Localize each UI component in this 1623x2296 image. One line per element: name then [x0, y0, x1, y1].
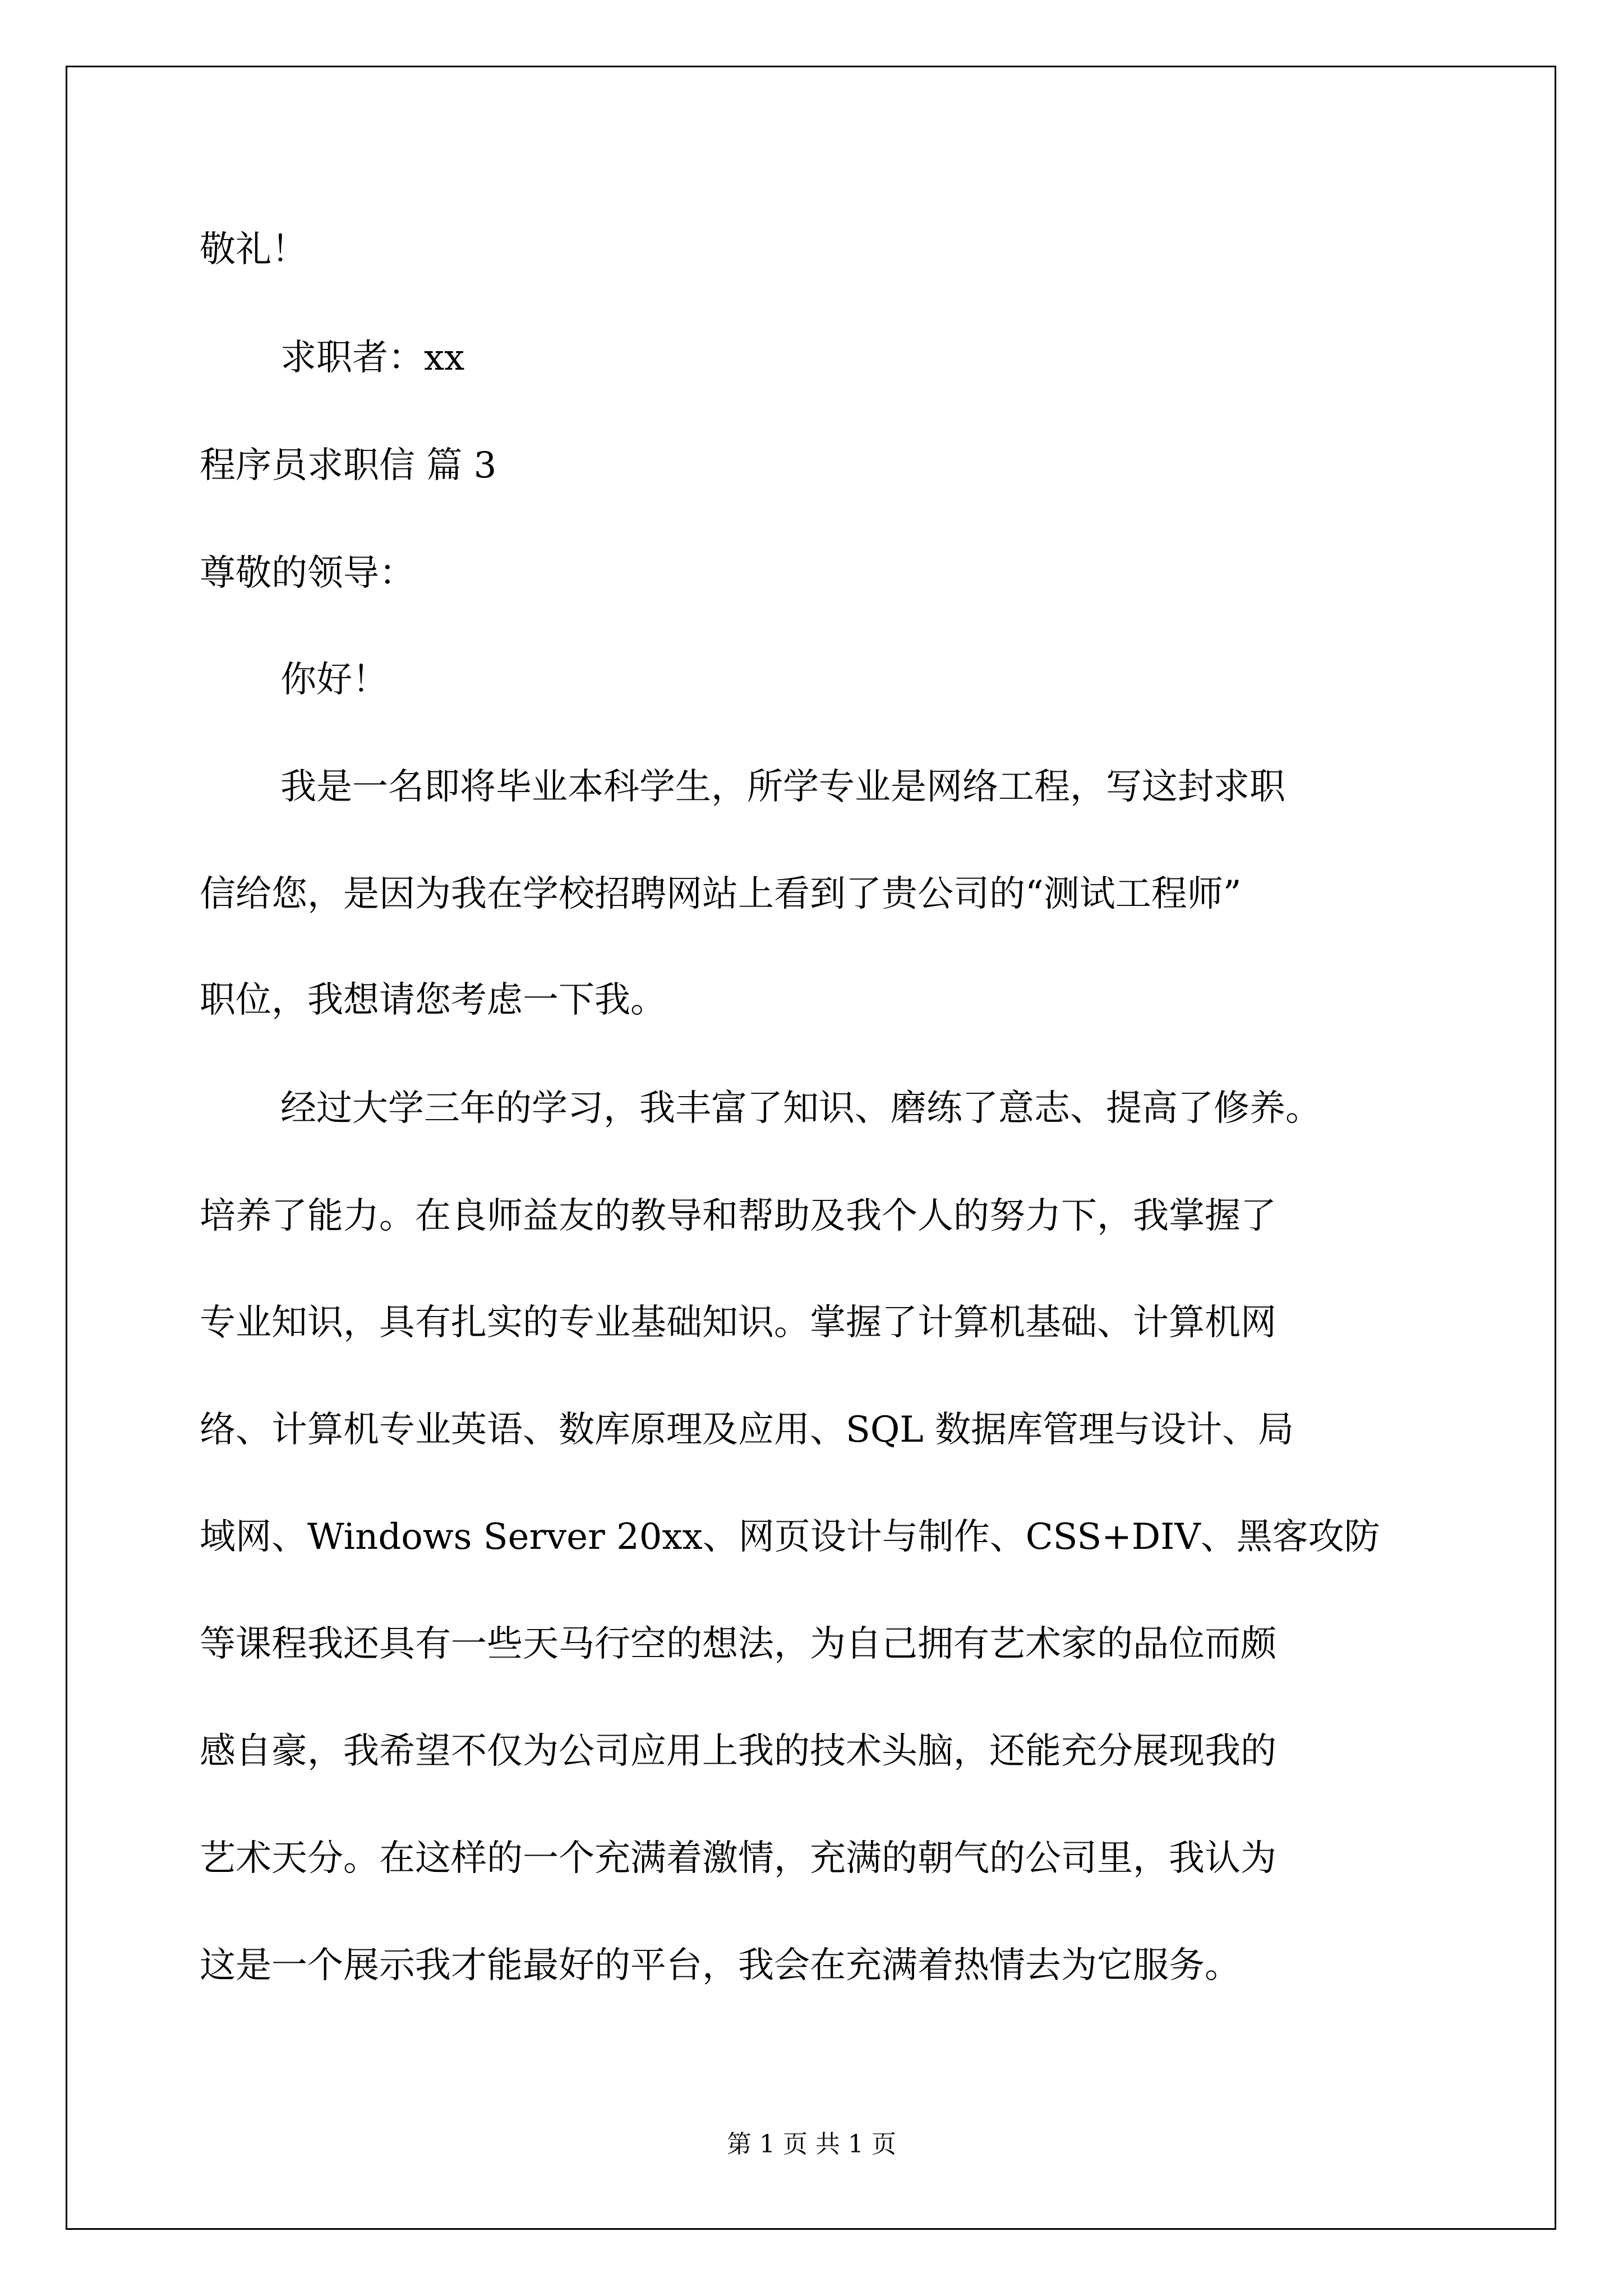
paragraph-line: 专业知识，具有扎实的专业基础知识。掌握了计算机基础、计算机网: [200, 1302, 1276, 1343]
paragraph-line: 经过大学三年的学习，我丰富了知识、磨练了意志、提高了修养。: [280, 1088, 1321, 1129]
paragraph-line: 艺术天分。在这样的一个充满着激情，充满的朝气的公司里，我认为: [200, 1838, 1276, 1879]
paragraph-line: 我是一名即将毕业本科学生，所学专业是网络工程，写这封求职: [280, 766, 1285, 808]
paragraph-line: 络、计算机专业英语、数库原理及应用、SQL 数据库管理与设计、局: [200, 1409, 1294, 1451]
paragraph-line: 域网、Windows Server 20xx、网页设计与制作、CSS+DIV、黑客攻防: [200, 1516, 1380, 1558]
paragraph-line: 感自豪，我希望不仅为公司应用上我的技术头脑，还能充分展现我的: [200, 1731, 1276, 1772]
page-footer: 第 1 页 共 1 页: [727, 2130, 896, 2159]
paragraph-line: 信给您，是因为我在学校招聘网站上看到了贵公司的“测试工程师”: [200, 873, 1242, 915]
paragraph-line: 培养了能力。在良师益友的教导和帮助及我个人的努力下，我掌握了: [200, 1195, 1276, 1237]
greeting-line: 你好！: [280, 659, 388, 701]
paragraph-line: 这是一个展示我才能最好的平台，我会在充满着热情去为它服务。: [200, 1945, 1241, 1986]
salutation-line: 尊敬的领导：: [200, 553, 415, 594]
section-title: 程序员求职信 篇 3: [200, 445, 497, 486]
signature-line: 求职者：xx: [280, 337, 465, 379]
paragraph-line: 等课程我还具有一些天马行空的想法，为自己拥有艺术家的品位而颇: [200, 1623, 1276, 1665]
paragraph-line: 职位，我想请您考虑一下我。: [200, 979, 666, 1021]
page-border: [66, 66, 1556, 2230]
closing-line: 敬礼！: [200, 229, 307, 270]
